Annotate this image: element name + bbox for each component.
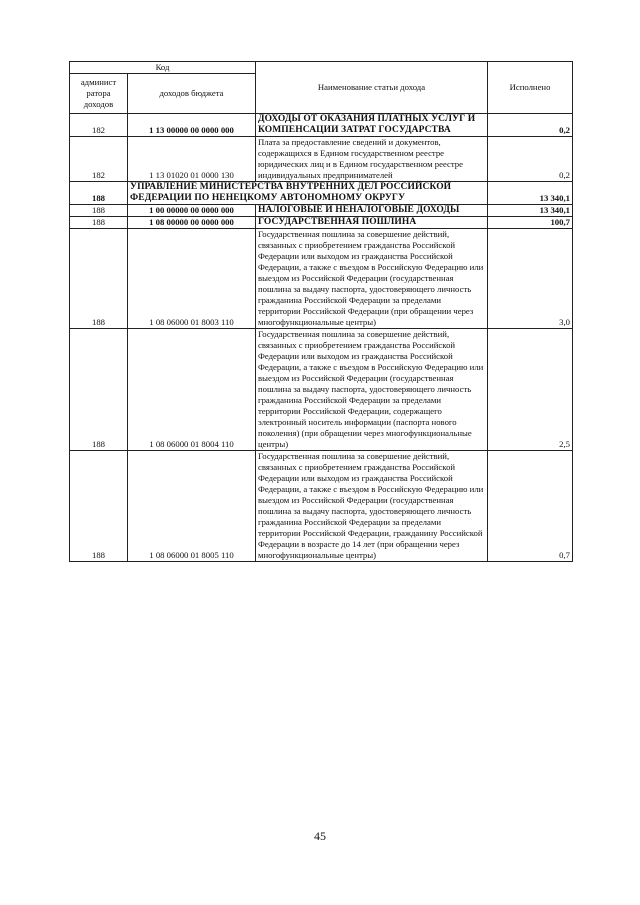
- table-row: [70, 114, 573, 137]
- executed-value-cell: 2,5: [488, 329, 573, 451]
- admin-code-cell: 188: [70, 182, 128, 205]
- item-name-cell: ДОХОДЫ ОТ ОКАЗАНИЯ ПЛАТНЫХ УСЛУГ И КОМПЕНСАЦИИ ЗАТРАТ ГОСУДАРСТВА: [256, 114, 488, 137]
- executed-value-cell: 3,0: [488, 229, 573, 329]
- admin-code-cell: 188: [70, 451, 128, 562]
- admin-code-cell: 182: [70, 137, 128, 182]
- table-row: [70, 217, 573, 229]
- income-code-cell: 1 08 06000 01 8004 110: [128, 329, 256, 451]
- header-name: Наименование статьи дохода: [256, 62, 488, 114]
- admin-code-cell: 188: [70, 329, 128, 451]
- income-code-cell: 1 13 01020 01 0000 130: [128, 137, 256, 182]
- table-row: [70, 182, 573, 205]
- executed-value-cell: 13 340,1: [488, 205, 573, 217]
- income-code-cell: 1 08 06000 01 8005 110: [128, 451, 256, 562]
- admin-code-cell: 182: [70, 114, 128, 137]
- item-name-cell: Государственная пошлина за совершение действий, связанных с приобретением гражданства Российской Федерации или выходом из гражданства Российской Федерации, а также с въездом в Российскую Федерацию или выездом из Российской Федерации (государственная пошлина за выдачу паспорта, удостоверяющего личность гражданина Российской Федерации за пределами территории Российской Федерации (при обращении через многофункциональные центры): [256, 229, 488, 329]
- item-name-cell: Плата за предоставление сведений и документов, содержащихся в Едином государственном реестре юридических лиц и в Едином государственном реестре индивидуальных предпринимателей: [256, 137, 488, 182]
- budget-table: [69, 61, 573, 562]
- table-row: [70, 137, 573, 182]
- item-name-cell: НАЛОГОВЫЕ И НЕНАЛОГОВЫЕ ДОХОДЫ: [256, 205, 488, 217]
- item-name-cell: Государственная пошлина за совершение действий, связанных с приобретением гражданства Российской Федерации или выходом из гражданства Российской Федерации, а также с въездом в Российскую Федерацию или выездом из Российской Федерации (государственная пошлина за выдачу паспорта, удостоверяющего личность гражданина Российской Федерации за пределами территории Российской Федерации, гражданину Российской Федерации в возрасте до 14 лет (при обращении через многофункциональные центры): [256, 451, 488, 562]
- header-admin: админист ратора доходов: [70, 74, 128, 114]
- income-code-cell: 1 13 00000 00 0000 000: [128, 114, 256, 137]
- table-row: [70, 329, 573, 451]
- income-code-cell: 1 08 06000 01 8003 110: [128, 229, 256, 329]
- header-code: Код: [70, 62, 256, 74]
- item-name-cell: УПРАВЛЕНИЕ МИНИСТЕРСТВА ВНУТРЕННИХ ДЕЛ РОССИЙСКОЙ ФЕДЕРАЦИИ ПО НЕНЕЦКОМУ АВТОНОМНОМУ ОКРУГУ: [128, 182, 488, 205]
- header-executed: Исполнено: [488, 62, 573, 114]
- executed-value-cell: 13 340,1: [488, 182, 573, 205]
- page-number: 45: [314, 829, 326, 843]
- income-code-cell: 1 00 00000 00 0000 000: [128, 205, 256, 217]
- admin-code-cell: 188: [70, 205, 128, 217]
- table-row: [70, 229, 573, 329]
- income-code-cell: 1 08 00000 00 0000 000: [128, 217, 256, 229]
- item-name-cell: ГОСУДАРСТВЕННАЯ ПОШЛИНА: [256, 217, 488, 229]
- table-row: [70, 205, 573, 217]
- admin-code-cell: 188: [70, 229, 128, 329]
- item-name-cell: Государственная пошлина за совершение действий, связанных с приобретением гражданства Российской Федерации или выходом из гражданства Российской Федерации, а также с въездом в Российскую Федерацию или выездом из Российской Федерации (государственная пошлина за выдачу паспорта, удостоверяющего личность гражданина Российской Федерации за пределами территории Российской Федерации, содержащего электронный носитель информации (паспорта нового поколения) (при обращении через многофункциональные центры): [256, 329, 488, 451]
- header-income-code: доходов бюджета: [128, 74, 256, 114]
- table-row: [70, 451, 573, 562]
- admin-code-cell: 188: [70, 217, 128, 229]
- executed-value-cell: 100,7: [488, 217, 573, 229]
- executed-value-cell: 0,7: [488, 451, 573, 562]
- executed-value-cell: 0,2: [488, 114, 573, 137]
- executed-value-cell: 0,2: [488, 137, 573, 182]
